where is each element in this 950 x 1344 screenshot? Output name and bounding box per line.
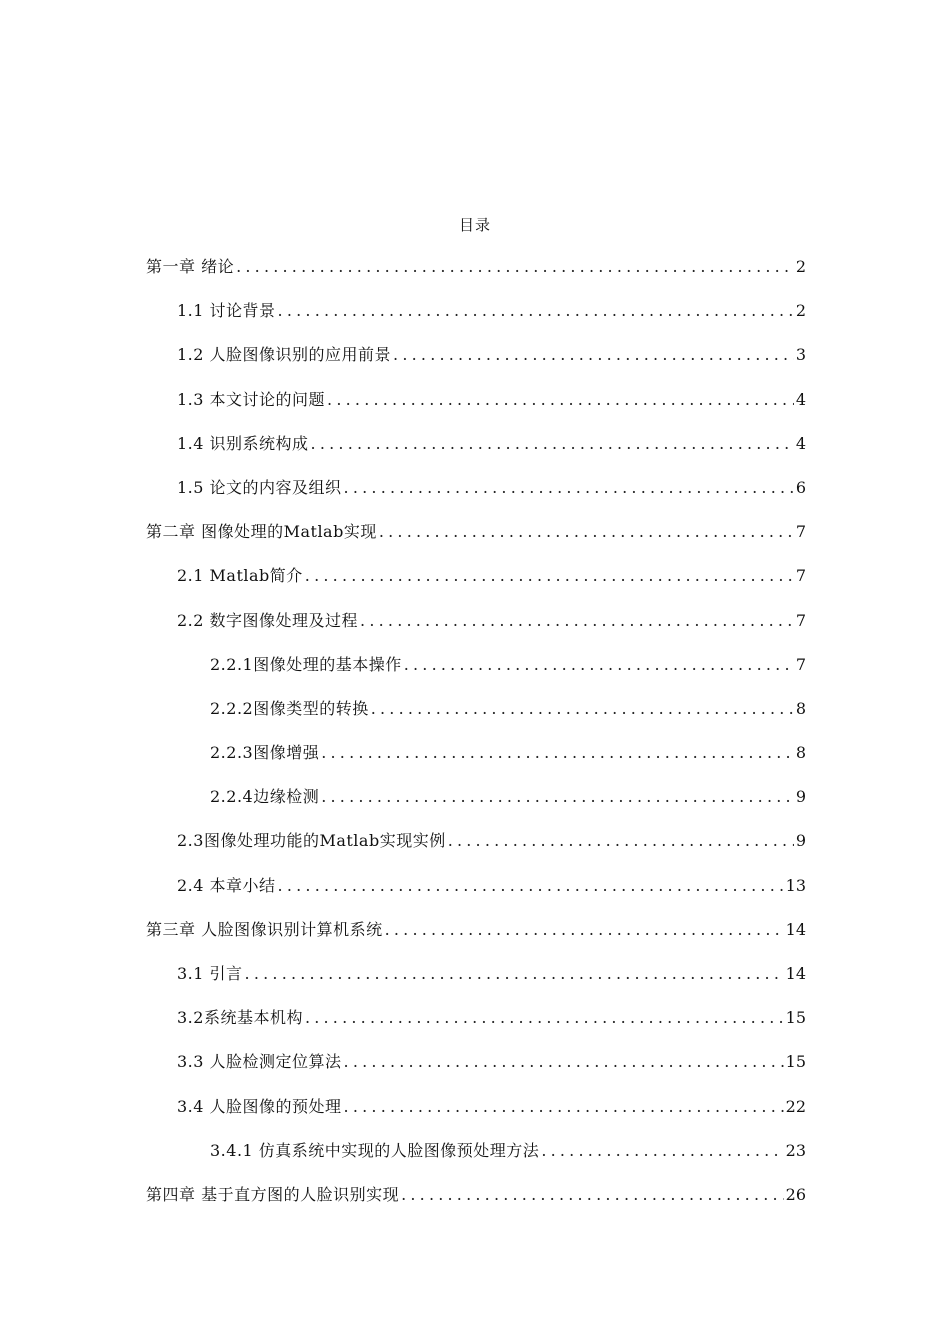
toc-entry-title: 1.1 讨论背景 <box>177 301 276 321</box>
toc-entry-title: 2.2.3图像增强 <box>210 743 320 763</box>
toc-entry-page: 6 <box>795 477 806 497</box>
toc-entry-page: 7 <box>795 654 806 674</box>
toc-leader-dots <box>360 610 794 632</box>
toc-leader-dots <box>305 565 794 587</box>
toc-entry[interactable] <box>0 1140 950 1184</box>
toc-entry[interactable] <box>0 742 950 786</box>
toc-entry-title: 1.5 论文的内容及组织 <box>177 477 342 497</box>
toc-entry-title: 2.2.2图像类型的转换 <box>210 698 369 718</box>
toc-entry-title: 2.4 本章小结 <box>177 875 276 895</box>
toc-entry[interactable] <box>0 477 950 521</box>
toc-entry[interactable] <box>0 830 950 874</box>
toc-entry[interactable] <box>0 875 950 919</box>
toc-entry-title: 3.4 人脸图像的预处理 <box>177 1096 342 1116</box>
toc-entry-page: 14 <box>785 964 806 983</box>
toc-leader-dots <box>305 1007 784 1029</box>
toc-entry-title: 2.2.1图像处理的基本操作 <box>210 654 402 674</box>
toc-entry[interactable] <box>0 610 950 654</box>
toc-entry-page: 15 <box>785 1008 806 1028</box>
toc-entry-page: 7 <box>795 610 806 630</box>
toc-leader-dots <box>379 521 794 543</box>
toc-leader-dots <box>321 742 794 764</box>
toc-entry[interactable] <box>0 433 950 477</box>
toc-entry-title: 第四章 基于直方图的人脸识别实现 <box>146 1184 400 1204</box>
toc-leader-dots <box>401 1184 784 1206</box>
toc-leader-dots <box>278 300 794 322</box>
toc-leader-dots <box>278 875 784 897</box>
toc-entry-page: 23 <box>785 1140 806 1160</box>
toc-leader-dots <box>344 477 794 499</box>
toc-entry[interactable] <box>0 786 950 830</box>
toc-entry-page: 26 <box>785 1184 806 1204</box>
page-title: 目录 <box>458 216 491 234</box>
toc-entry-title: 3.1 引言 <box>177 964 243 983</box>
toc-entry[interactable] <box>0 300 950 344</box>
toc-entry[interactable] <box>0 565 950 609</box>
toc-entry-page: 3 <box>795 345 806 365</box>
toc-entry-title: 3.4.1 仿真系统中实现的人脸图像预处理方法 <box>210 1140 540 1160</box>
toc-entry-title: 3.3 人脸检测定位算法 <box>177 1052 342 1072</box>
toc-entry[interactable] <box>0 919 950 963</box>
toc-leader-dots <box>236 256 794 278</box>
toc-entry[interactable] <box>0 1184 950 1228</box>
toc-entry-page: 2 <box>795 301 806 321</box>
toc-leader-dots <box>344 1051 784 1073</box>
toc-entry[interactable] <box>0 698 950 742</box>
toc-entry[interactable] <box>0 389 950 433</box>
toc-entry[interactable] <box>0 1007 950 1051</box>
toc-entry[interactable] <box>0 521 950 565</box>
toc-entry-page: 8 <box>795 743 806 763</box>
toc-leader-dots <box>393 344 794 366</box>
toc-leader-dots <box>311 433 794 455</box>
toc-entry-title: 第一章 绪论 <box>146 257 235 276</box>
toc-entry-title: 1.3 本文讨论的问题 <box>177 389 326 409</box>
toc-entry-title: 1.2 人脸图像识别的应用前景 <box>177 345 392 365</box>
toc-leader-dots <box>541 1140 783 1162</box>
toc-entry-title: 2.2 数字图像处理及过程 <box>177 610 359 630</box>
toc-leader-dots <box>385 919 784 941</box>
toc-entry[interactable] <box>0 963 950 1007</box>
toc-entry-page: 4 <box>795 389 806 409</box>
toc-entry-title: 第三章 人脸图像识别计算机系统 <box>146 919 383 939</box>
toc-leader-dots <box>321 786 794 808</box>
toc-leader-dots <box>344 1096 784 1118</box>
toc-entry[interactable] <box>0 654 950 698</box>
toc-entry-title: 2.1 Matlab简介 <box>177 566 303 586</box>
toc-leader-dots <box>371 698 794 720</box>
toc-entry-page: 2 <box>795 257 806 276</box>
toc-entry-title: 1.4 识别系统构成 <box>177 433 309 453</box>
toc-entry-page: 8 <box>795 698 806 718</box>
toc-entry-page: 4 <box>795 433 806 453</box>
toc-entry-page: 9 <box>795 787 806 807</box>
toc-entry-title: 2.2.4边缘检测 <box>210 787 320 807</box>
toc-entry-title: 2.3图像处理功能的Matlab实现实例 <box>177 831 446 851</box>
toc-entry-page: 13 <box>785 875 806 895</box>
toc-entry-page: 14 <box>785 919 806 939</box>
toc-entry[interactable] <box>0 344 950 388</box>
toc-entry-page: 15 <box>785 1052 806 1072</box>
toc-leader-dots <box>327 389 794 411</box>
toc-entry-page: 7 <box>795 522 806 542</box>
toc-entry[interactable] <box>0 1096 950 1140</box>
toc-entry-page: 7 <box>795 566 806 586</box>
toc-entry-page: 9 <box>795 831 806 851</box>
toc-leader-dots <box>245 963 784 985</box>
toc-entry-page: 22 <box>785 1096 806 1116</box>
toc-entry-title: 3.2系统基本机构 <box>177 1008 303 1028</box>
toc-leader-dots <box>448 830 794 852</box>
toc-entry[interactable] <box>0 1051 950 1095</box>
table-of-contents <box>0 256 950 1228</box>
toc-entry[interactable] <box>0 256 950 300</box>
toc-entry-title: 第二章 图像处理的Matlab实现 <box>146 522 377 542</box>
toc-leader-dots <box>404 654 794 676</box>
